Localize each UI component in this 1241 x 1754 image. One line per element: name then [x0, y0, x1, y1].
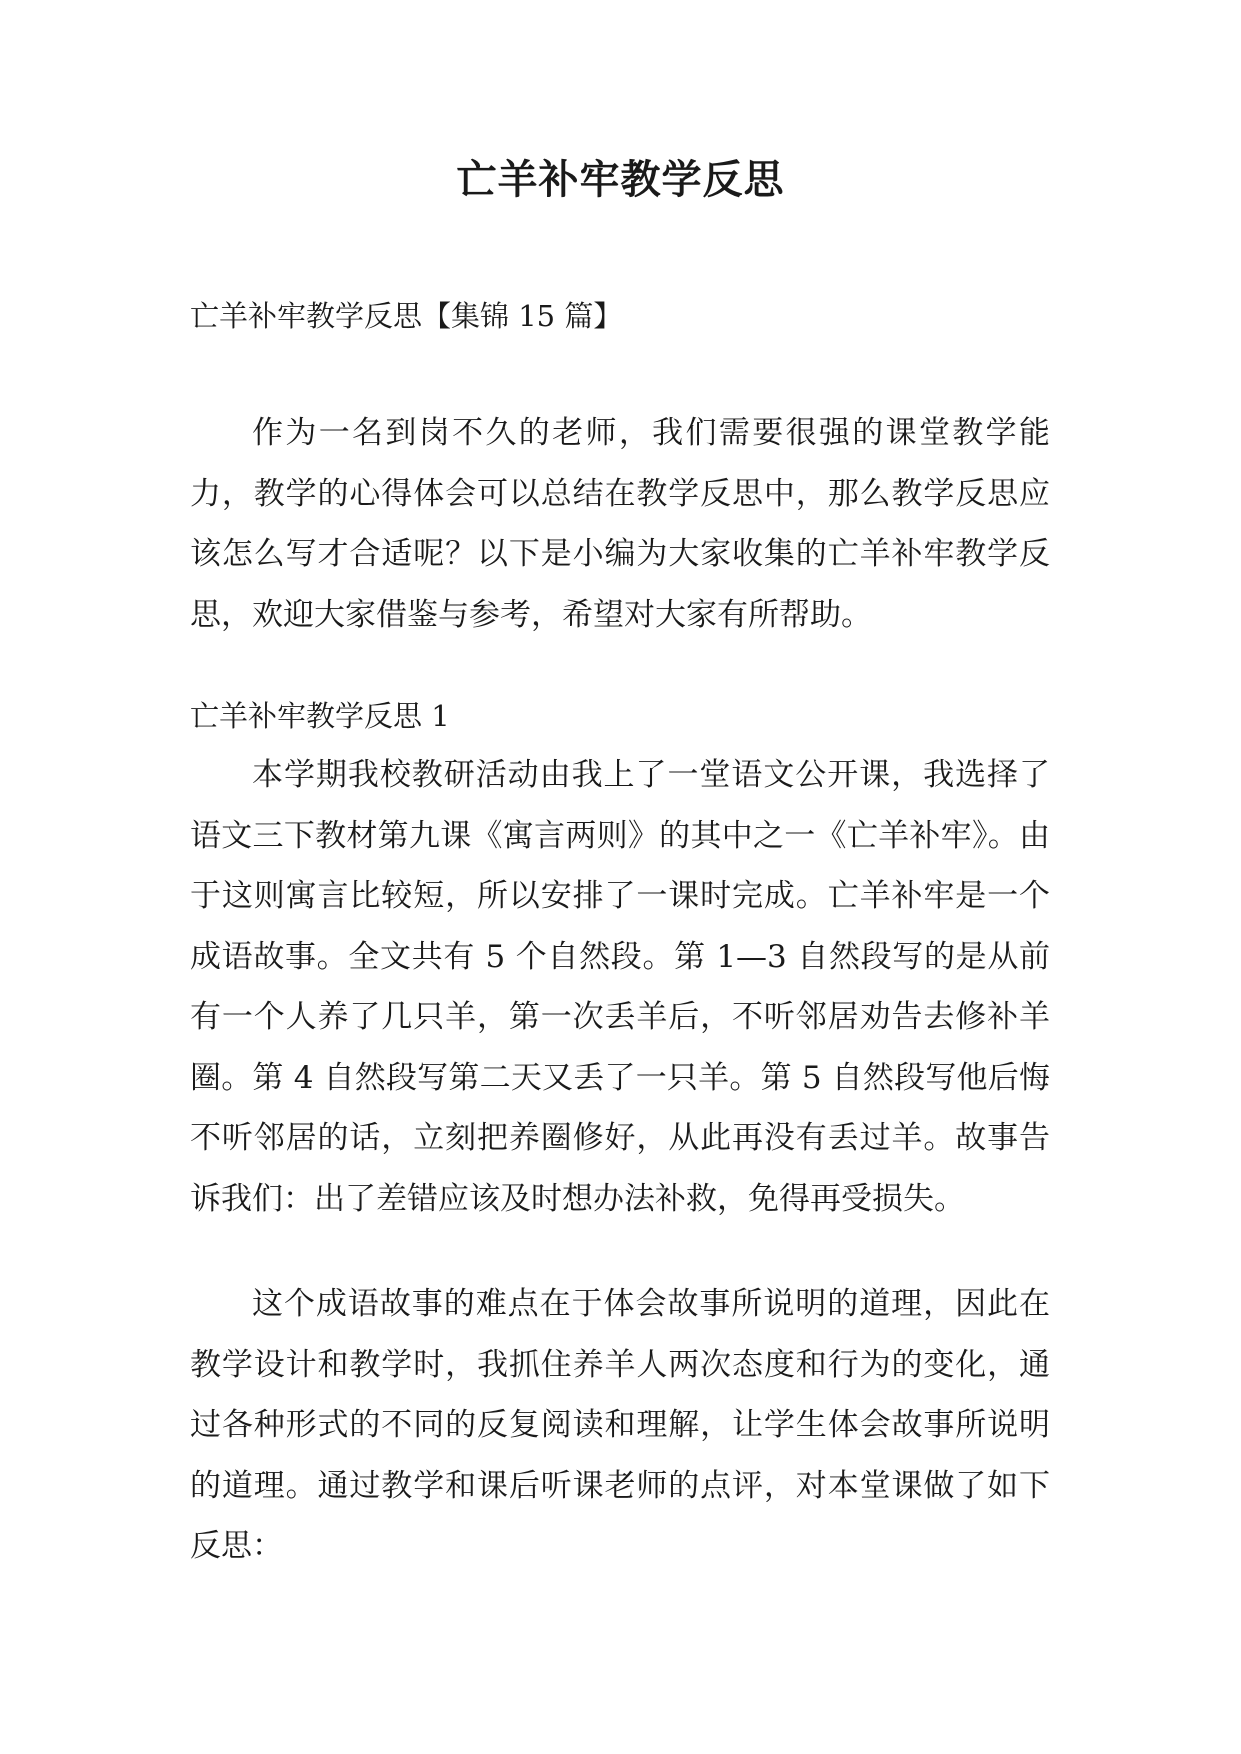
document-title: 亡羊补牢教学反思	[456, 156, 785, 203]
body-paragraph: 本学期我校教研活动由我上了一堂语文公开课，我选择了语文三下教材第九课《寓言两则》的其中之一《亡羊补牢》。由于这则寓言比较短，所以安排了一课时完成。亡羊补牢是一个成语故事。全文共有 5 个自然段。第 1—3 自然段写的是从前有一个人养了几只羊，第一次丢羊后，不听邻居劝告去修补羊圈。第 4 自然段写第二天又丢了一只羊。第 5 自然段写他后悔不听邻居的话，立刻把养圈修好，从此再没有丢过羊。故事告诉我们：出了差错应该及时想办法补救，免得再受损失。	[190, 757, 1050, 1217]
intro-paragraph: 作为一名到岗不久的老师，我们需要很强的课堂教学能力，教学的心得体会可以总结在教学反思中，那么教学反思应该怎么写才合适呢？以下是小编为大家收集的亡羊补牢教学反思，欢迎大家借鉴与参考，希望对大家有所帮助。	[190, 415, 1050, 633]
body-paragraph: 这个成语故事的难点在于体会故事所说明的道理，因此在教学设计和教学时，我抓住养羊人两次态度和行为的变化，通过各种形式的不同的反复阅读和理解，让学生体会故事所说明的道理。通过教学和课后听课老师的点评，对本堂课做了如下反思：	[190, 1286, 1050, 1564]
section-heading: 亡羊补牢教学反思 1	[190, 699, 450, 733]
document-subtitle: 亡羊补牢教学反思【集锦 15 篇】	[190, 299, 623, 333]
